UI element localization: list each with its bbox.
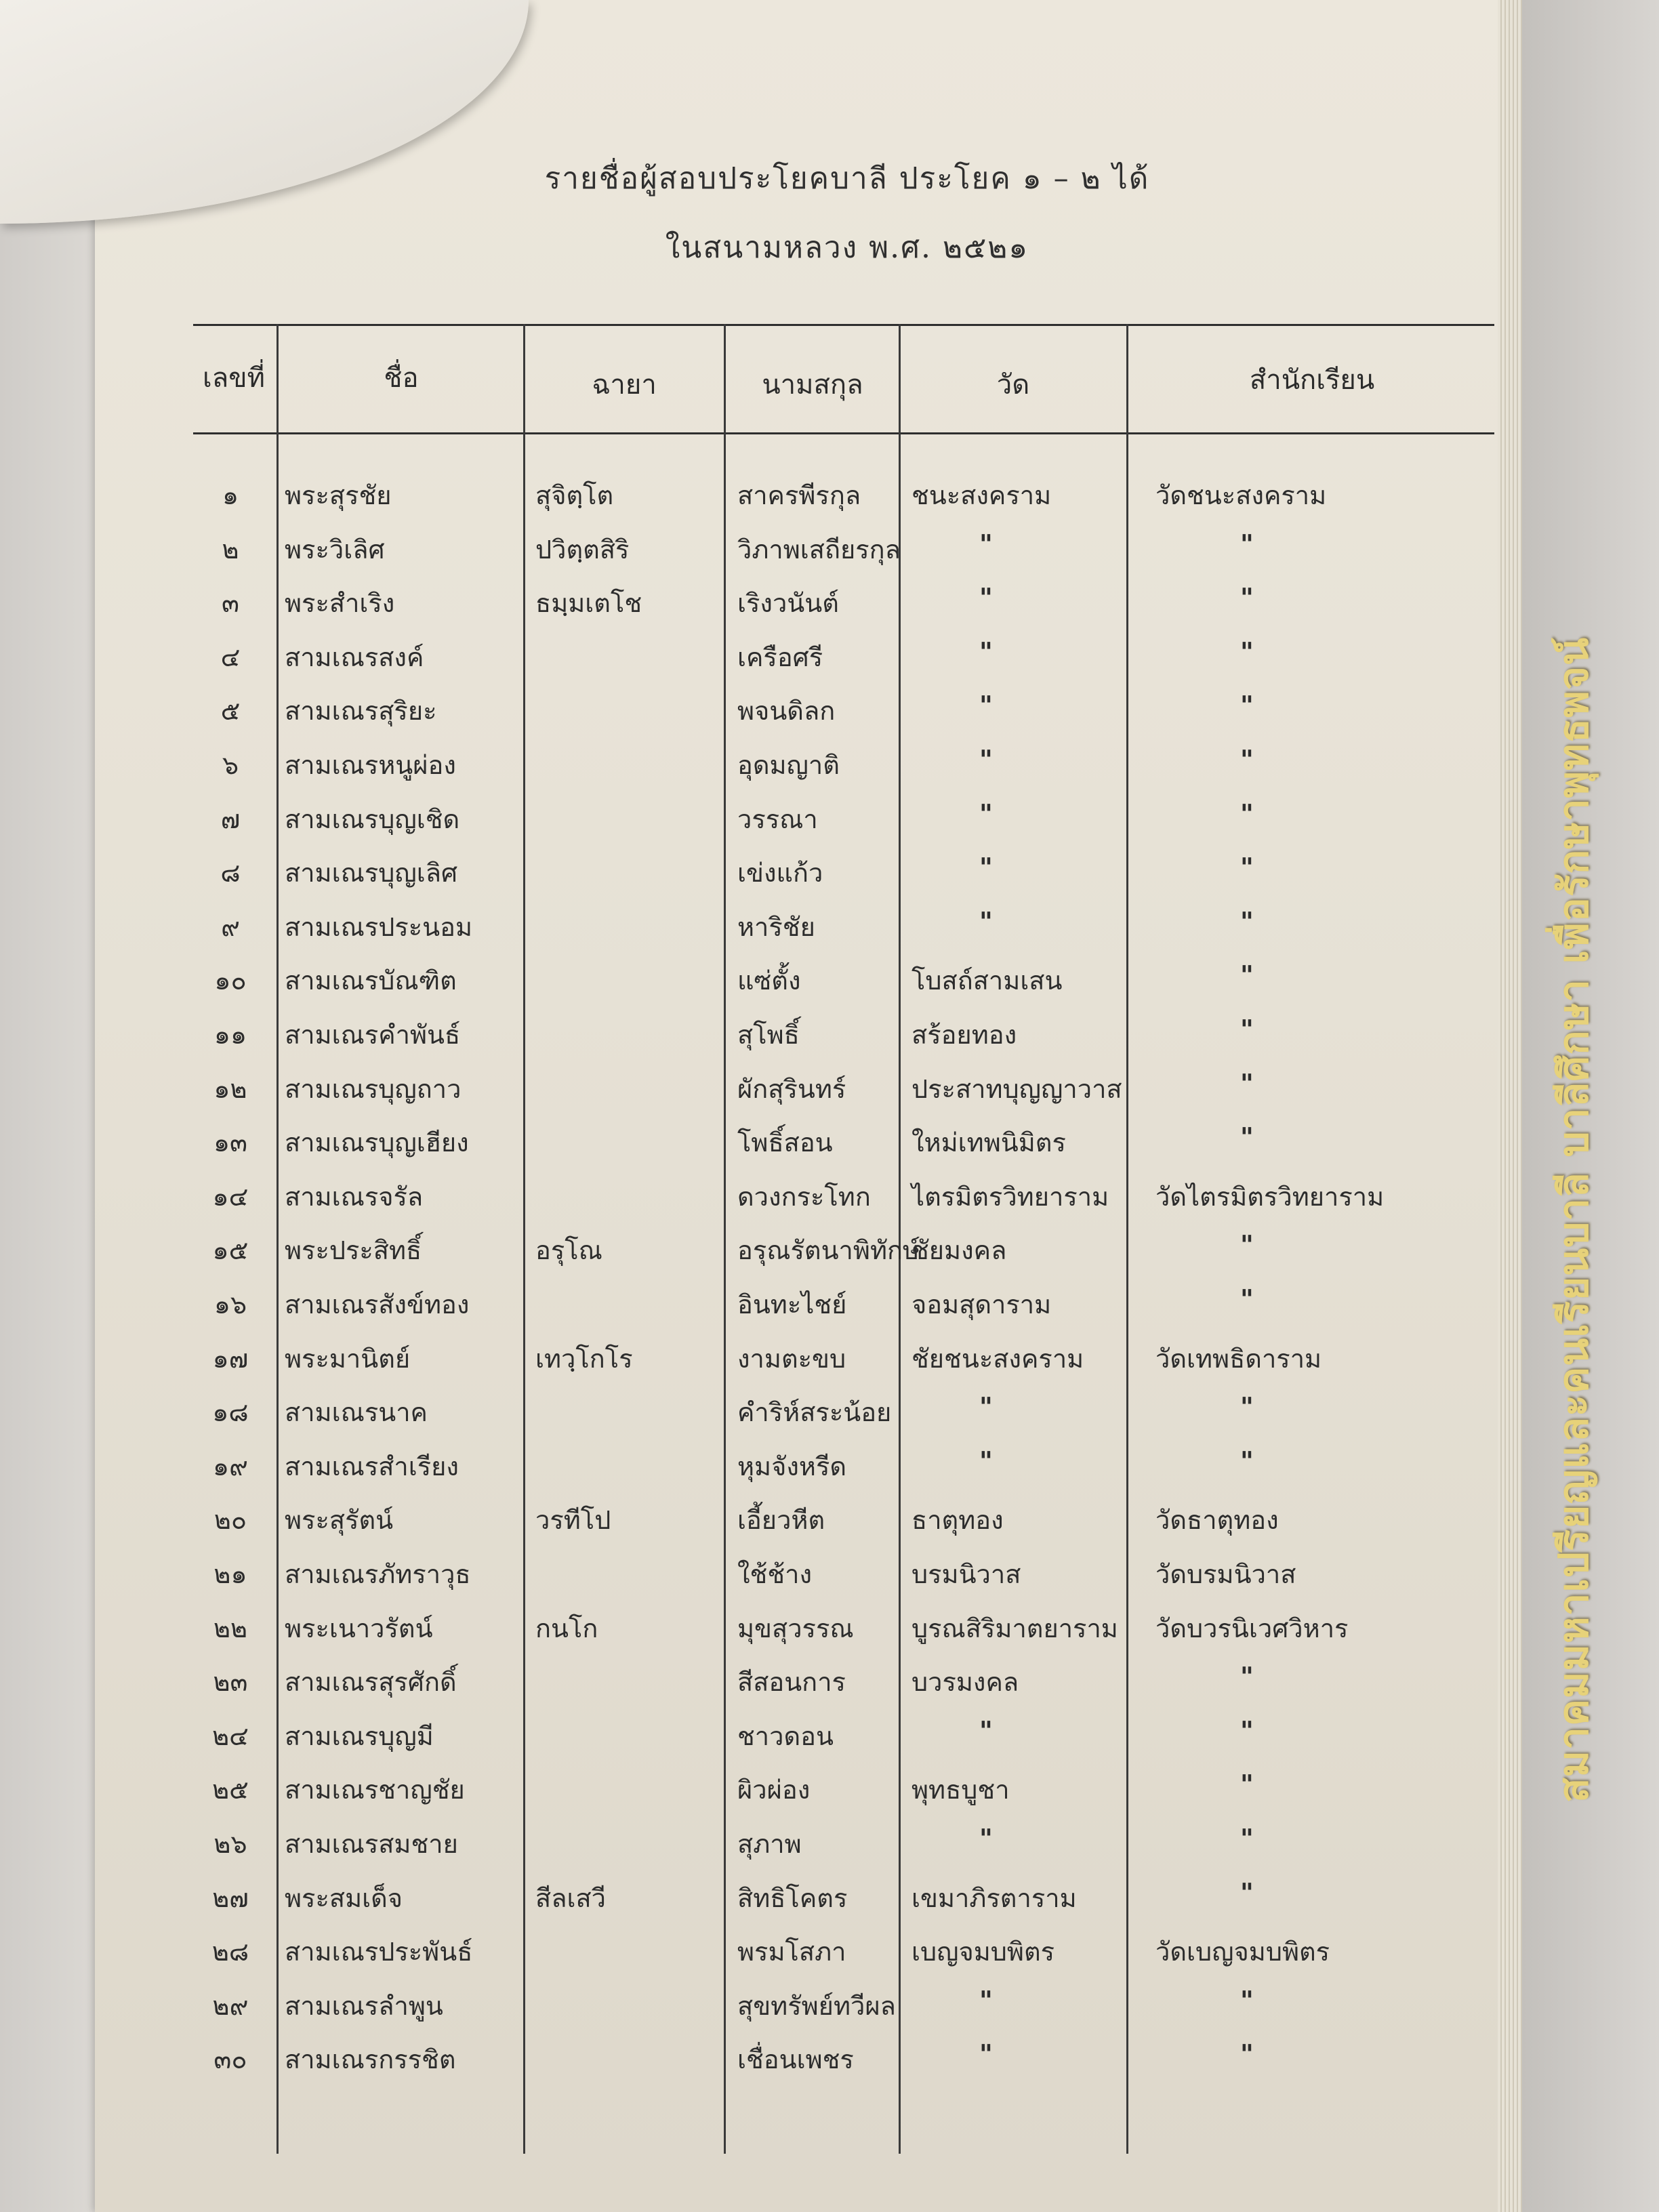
cell-temple: ประสาทบุญญาวาส xyxy=(912,1073,1122,1104)
cell-school: " xyxy=(1240,1823,1254,1853)
table-row xyxy=(0,1715,1659,1767)
cell-epithet: วรทีโป xyxy=(535,1505,611,1536)
cell-school: " xyxy=(1240,528,1254,559)
cell-no: ๔ xyxy=(220,642,241,672)
cell-name: สามเณรบุญเลิศ xyxy=(285,858,458,888)
header-school: สำนักเรียน xyxy=(1249,365,1375,396)
table-row xyxy=(0,1985,1659,2036)
cell-epithet: กนโก xyxy=(535,1613,598,1643)
cell-school: " xyxy=(1240,798,1254,829)
cell-temple: " xyxy=(979,1445,993,1476)
cell-no: ๑๐ xyxy=(214,966,247,996)
cell-school: " xyxy=(1240,852,1254,883)
header-temple: วัด xyxy=(996,369,1030,401)
cell-temple: " xyxy=(979,636,993,667)
table-row xyxy=(0,1338,1659,1389)
cell-name: สามเณรบุญเฮียง xyxy=(285,1128,469,1158)
cell-school: " xyxy=(1240,636,1254,667)
cell-temple: เบญจมบพิตร xyxy=(912,1937,1055,1967)
cell-no: ๘ xyxy=(220,858,241,888)
cell-surname: หุมจังหรีด xyxy=(737,1451,847,1481)
cell-school: " xyxy=(1240,1445,1254,1476)
cell-surname: มุขสุวรรณ xyxy=(737,1613,854,1643)
cell-school: " xyxy=(1240,1391,1254,1422)
cell-school: วัดเบญจมบพิตร xyxy=(1155,1937,1330,1967)
cell-name: สามเณรลำพูน xyxy=(285,1990,443,2021)
cell-no: ๒๙ xyxy=(212,1990,249,2021)
cell-surname: อรุณรัตนาพิทักษ์ xyxy=(737,1235,920,1266)
cell-epithet: อรุโณ xyxy=(535,1235,602,1266)
cell-school: " xyxy=(1240,690,1254,721)
cell-school: วัดบวรนิเวศวิหาร xyxy=(1155,1613,1349,1643)
document-title: รายชื่อผู้สอบประโยคบาลี ประโยค ๑ – ๒ ได้ xyxy=(544,161,1150,196)
cell-no: ๒๓ xyxy=(213,1667,248,1698)
cell-school: " xyxy=(1240,905,1254,937)
cell-school: " xyxy=(1240,1014,1254,1044)
cell-temple: ธาตุทอง xyxy=(912,1505,1004,1536)
cell-school: " xyxy=(1240,960,1254,991)
cell-no: ๒๖ xyxy=(213,1829,247,1859)
cell-name: พระประสิทธิ์ xyxy=(285,1235,422,1266)
cell-no: ๒๔ xyxy=(212,1721,249,1751)
cell-name: สามเณรบุญถาว xyxy=(285,1073,462,1104)
cell-surname: แซ่ตั้ง xyxy=(737,966,801,996)
cell-temple: ชัยชนะสงคราม xyxy=(912,1343,1084,1374)
cell-name: พระวิเลิศ xyxy=(285,534,385,565)
table-row xyxy=(0,1823,1659,1875)
cell-no: ๖ xyxy=(222,750,239,780)
cell-temple: " xyxy=(979,744,993,775)
cell-temple: " xyxy=(979,1984,993,2015)
cell-school: " xyxy=(1240,2039,1254,2070)
cell-school: " xyxy=(1240,1661,1254,1692)
cell-epithet: ธมฺมเตโช xyxy=(535,588,642,619)
cell-surname: โพธิ์สอน xyxy=(737,1128,833,1158)
cell-school: " xyxy=(1240,1122,1254,1153)
table-row xyxy=(0,798,1659,850)
cell-name: สามเณรสุรศักดิ์ xyxy=(285,1667,457,1698)
cell-name: สามเณรนาค xyxy=(285,1397,428,1428)
table-row xyxy=(0,1014,1659,1065)
cell-surname: ชาวดอน xyxy=(737,1721,834,1751)
cell-temple: ชัยมงคล xyxy=(912,1235,1007,1266)
cell-no: ๑๒ xyxy=(213,1073,247,1104)
cell-no: ๑๕ xyxy=(212,1235,249,1266)
cell-school: " xyxy=(1240,744,1254,775)
cell-name: สามเณรจรัล xyxy=(285,1181,424,1212)
table-row xyxy=(0,2039,1659,2090)
cell-temple: ไตรมิตรวิทยาราม xyxy=(912,1181,1109,1212)
table-row xyxy=(0,1229,1659,1281)
cell-no: ๕ xyxy=(220,696,241,726)
cell-surname: งามตะขบ xyxy=(737,1343,846,1374)
cell-surname: คำริห์สระน้อย xyxy=(737,1397,892,1428)
table-row xyxy=(0,529,1659,580)
cell-school: " xyxy=(1240,1769,1254,1800)
table-row xyxy=(0,636,1659,688)
cell-no: ๒๐ xyxy=(213,1505,247,1536)
table-row xyxy=(0,1391,1659,1443)
cell-temple: " xyxy=(979,798,993,829)
header-surname: นามสกุล xyxy=(762,369,863,401)
cell-no: ๑ xyxy=(222,480,239,510)
cell-name: สามเณรกรรชิต xyxy=(285,2045,456,2075)
cell-name: พระมานิตย์ xyxy=(285,1343,411,1374)
cell-epithet: สุจิตฺโต xyxy=(535,480,614,510)
cell-temple: " xyxy=(979,852,993,883)
cell-no: ๒๒ xyxy=(213,1613,248,1643)
cell-name: พระเนาวรัตน์ xyxy=(285,1613,433,1643)
cell-surname: เอี้ยวหีต xyxy=(737,1505,825,1536)
cell-surname: สาครพีรกุล xyxy=(737,480,861,510)
table-row xyxy=(0,1284,1659,1335)
cell-epithet: เทวฺโกโร xyxy=(535,1343,633,1374)
cell-no: ๙ xyxy=(221,912,240,942)
cell-school: " xyxy=(1240,582,1254,613)
cell-temple: ชนะสงคราม xyxy=(912,480,1052,510)
cell-name: พระสุรชัย xyxy=(285,480,392,510)
cell-name: พระสมเด็จ xyxy=(285,1883,403,1913)
cell-temple: สร้อยทอง xyxy=(912,1020,1017,1050)
table-row xyxy=(0,744,1659,796)
cell-temple: บวรมงคล xyxy=(912,1667,1019,1698)
table-row xyxy=(0,1607,1659,1659)
cell-school: วัดชนะสงคราม xyxy=(1155,480,1327,510)
cell-surname: อุดมญาติ xyxy=(737,750,840,780)
cell-name: สามเณรสงค์ xyxy=(285,642,424,672)
cell-temple: " xyxy=(979,582,993,613)
cell-temple: เขมาภิรตาราม xyxy=(912,1883,1077,1913)
table-row xyxy=(0,1661,1659,1713)
cell-surname: สีสอนการ xyxy=(737,1667,846,1698)
cell-surname: เชื่อนเพชร xyxy=(737,2045,854,2075)
header-name: ชื่อ xyxy=(384,363,419,394)
cell-school: " xyxy=(1240,1067,1254,1099)
cell-no: ๑๖ xyxy=(213,1290,247,1319)
cell-no: ๓ xyxy=(222,588,239,619)
table-row xyxy=(0,1068,1659,1120)
cell-name: สามเณรหนูผ่อง xyxy=(285,750,456,780)
cell-no: ๓๐ xyxy=(213,2045,247,2075)
cell-no: ๗ xyxy=(220,804,241,834)
cell-surname: สุโพธิ์ xyxy=(737,1020,800,1050)
watermark: สมาคมมหาเปรียญและคนเรียนบาลี บาลีศึกษา เพื่อรักษาพุทธพจน์ xyxy=(1550,636,1598,1803)
cell-no: ๑๔ xyxy=(212,1181,249,1212)
table-row xyxy=(0,474,1659,526)
cell-school: " xyxy=(1240,1229,1254,1261)
cell-name: สามเณรคำพันธ์ xyxy=(285,1020,461,1050)
cell-name: สามเณรภัทราวุธ xyxy=(285,1559,471,1589)
table-row xyxy=(0,960,1659,1011)
cell-surname: สุขทรัพย์ทวีผล xyxy=(737,1990,896,2021)
table-row xyxy=(0,1769,1659,1820)
cell-no: ๒๗ xyxy=(212,1883,249,1913)
table-row xyxy=(0,1122,1659,1173)
cell-temple: พุทธบูชา xyxy=(912,1775,1010,1805)
cell-name: พระสำเริง xyxy=(285,588,395,619)
cell-temple: " xyxy=(979,528,993,559)
cell-surname: เริงวนันต์ xyxy=(737,588,839,619)
cell-school: " xyxy=(1240,1284,1254,1314)
cell-school: " xyxy=(1240,1715,1254,1746)
cell-surname: ผิวผ่อง xyxy=(737,1775,811,1805)
cell-name: สามเณรสำเรียง xyxy=(285,1451,459,1481)
cell-surname: พรมโสภา xyxy=(737,1937,846,1967)
table-top-rule xyxy=(193,324,1494,326)
cell-surname: เครือศรี xyxy=(737,642,823,672)
cell-temple: " xyxy=(979,2039,993,2070)
table-row xyxy=(0,1553,1659,1605)
cell-surname: อินทะไชย์ xyxy=(737,1290,847,1319)
table-row xyxy=(0,1176,1659,1227)
cell-name: สามเณรบุญมี xyxy=(285,1721,434,1751)
cell-name: สามเณรประนอม xyxy=(285,912,473,942)
cell-surname: เข่งแก้ว xyxy=(737,858,823,888)
cell-school: " xyxy=(1240,1877,1254,1908)
cell-school: วัดไตรมิตรวิทยาราม xyxy=(1155,1181,1385,1212)
cell-temple: " xyxy=(979,690,993,721)
cell-no: ๒๑ xyxy=(213,1559,247,1589)
cell-temple: ใหม่เทพนิมิตร xyxy=(912,1128,1066,1158)
cell-school: วัดธาตุทอง xyxy=(1155,1505,1279,1536)
cell-temple: บรมนิวาส xyxy=(912,1559,1021,1589)
cell-no: ๑๑ xyxy=(213,1020,247,1050)
table-header-rule xyxy=(193,432,1494,434)
cell-surname: วิภาพเสถียรกุล xyxy=(737,534,901,565)
cell-no: ๑๘ xyxy=(212,1397,249,1428)
cell-no: ๒ xyxy=(222,534,239,565)
cell-surname: พจนดิลก xyxy=(737,696,836,726)
cell-name: สามเณรบุญเชิด xyxy=(285,804,460,834)
cell-school: " xyxy=(1240,1984,1254,2015)
cell-name: พระสุรัตน์ xyxy=(285,1505,394,1536)
cell-no: ๑๓ xyxy=(213,1128,248,1158)
table-row xyxy=(0,852,1659,903)
cell-name: สามเณรบัณฑิต xyxy=(285,966,457,996)
cell-no: ๒๕ xyxy=(212,1775,249,1805)
cell-no: ๑๙ xyxy=(213,1451,248,1481)
cell-temple: " xyxy=(979,1391,993,1422)
table-row xyxy=(0,582,1659,634)
cell-surname: วรรณา xyxy=(737,804,818,834)
cell-name: สามเณรสมชาย xyxy=(285,1829,458,1859)
cell-temple: " xyxy=(979,1715,993,1746)
cell-surname: สุภาพ xyxy=(737,1829,802,1859)
cell-epithet: สีลเสวี xyxy=(535,1883,606,1913)
document-subtitle: ในสนามหลวง พ.ศ. ๒๕๒๑ xyxy=(665,230,1029,265)
cell-name: สามเณรสังข์ทอง xyxy=(285,1290,470,1319)
cell-temple: " xyxy=(979,905,993,937)
cell-no: ๒๘ xyxy=(211,1937,249,1967)
cell-temple: จอมสุดาราม xyxy=(912,1290,1052,1319)
cell-school: วัดบรมนิวาส xyxy=(1155,1559,1296,1589)
cell-name: สามเณรประพันธ์ xyxy=(285,1937,473,1967)
cell-temple: บูรณสิริมาตยาราม xyxy=(912,1613,1118,1643)
cell-temple: โบสถ์สามเสน xyxy=(912,966,1063,996)
cell-no: ๑๗ xyxy=(212,1343,249,1374)
cell-name: สามเณรสุริยะ xyxy=(285,696,437,726)
table-row xyxy=(0,1877,1659,1929)
table-row xyxy=(0,906,1659,958)
cell-school: วัดเทพธิดาราม xyxy=(1155,1343,1322,1374)
table-row xyxy=(0,1931,1659,1982)
header-no: เลขที่ xyxy=(203,363,265,394)
cell-name: สามเณรชาญชัย xyxy=(285,1775,465,1805)
cell-surname: ใช้ช้าง xyxy=(737,1559,813,1589)
header-epithet: ฉายา xyxy=(592,369,657,401)
table-row xyxy=(0,1446,1659,1497)
cell-surname: สิทธิโคตร xyxy=(737,1883,848,1913)
cell-surname: ผักสุรินทร์ xyxy=(737,1073,846,1104)
cell-surname: หาริชัย xyxy=(737,912,815,942)
cell-temple: " xyxy=(979,1823,993,1853)
table-row xyxy=(0,690,1659,741)
cell-surname: ดวงกระโทก xyxy=(737,1181,871,1212)
table-row xyxy=(0,1499,1659,1551)
cell-epithet: ปวิตฺตสิริ xyxy=(535,534,630,565)
